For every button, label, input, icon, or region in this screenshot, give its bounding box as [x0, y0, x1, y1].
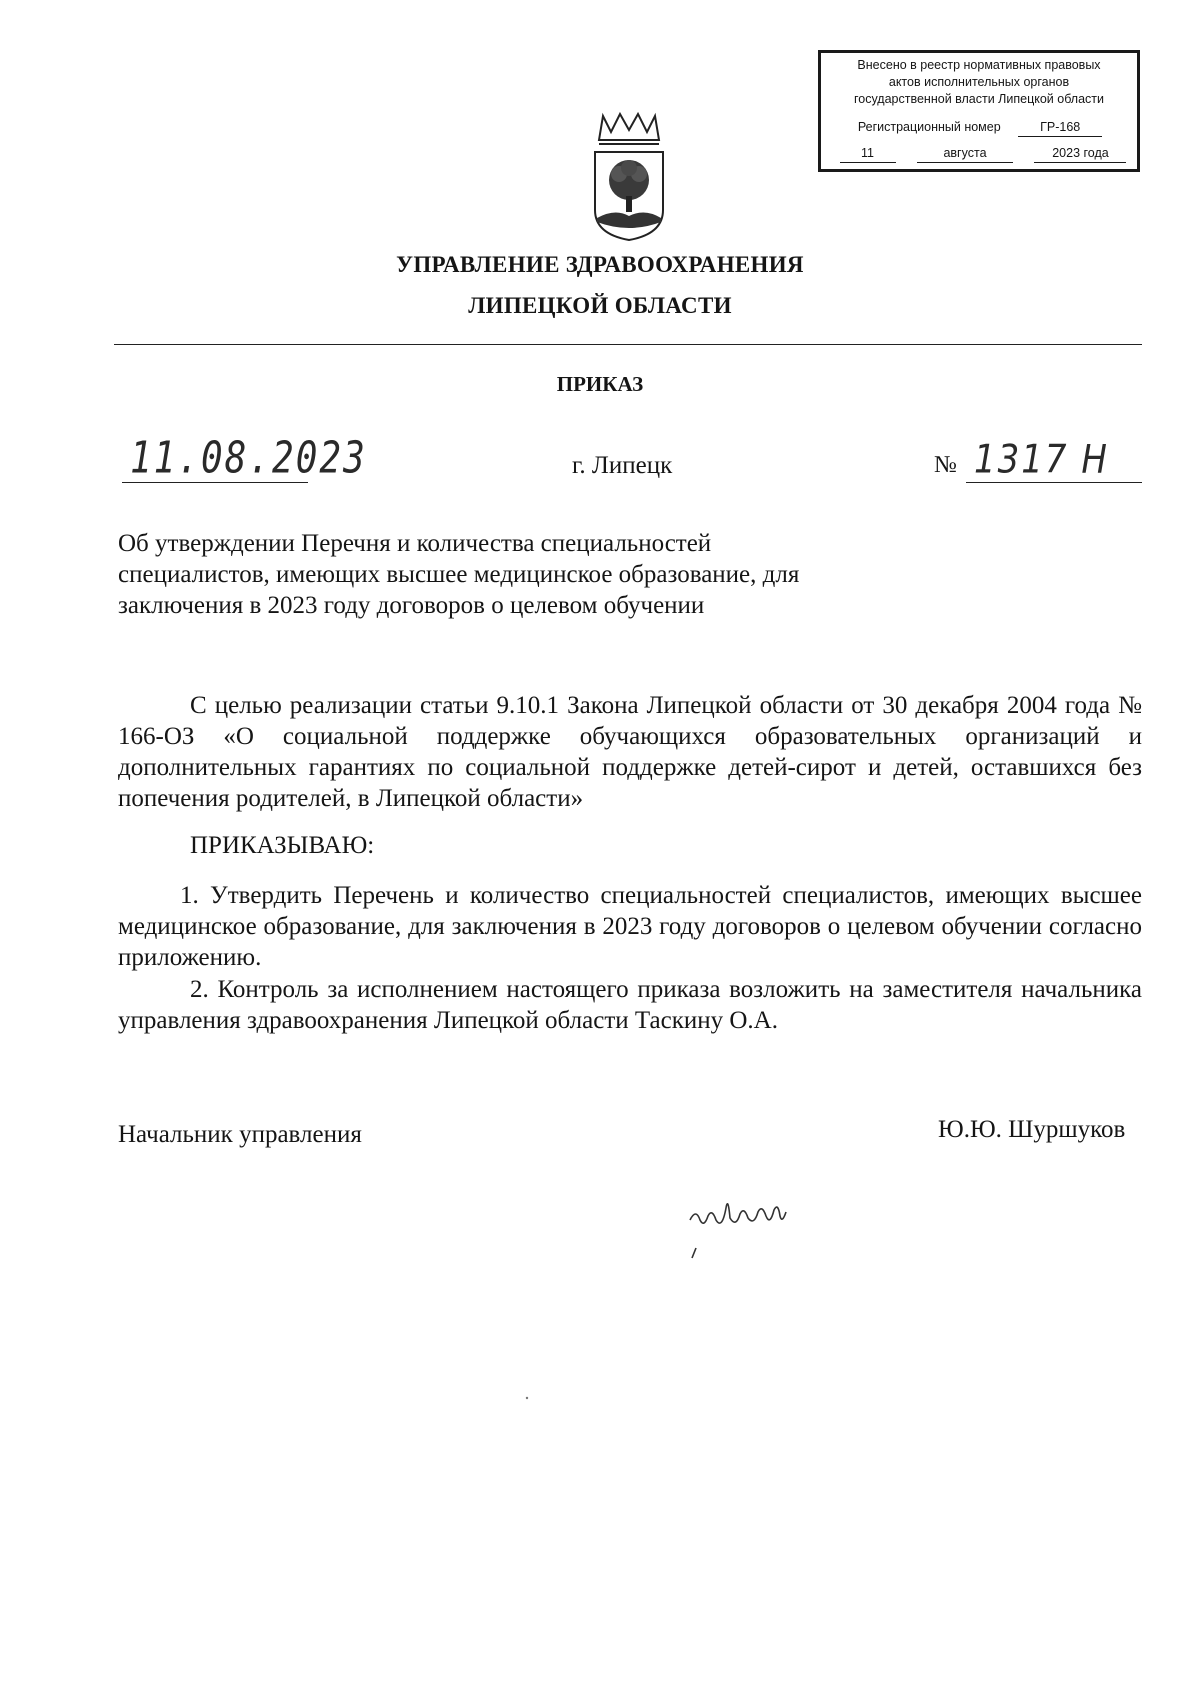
signatory-name: Ю.Ю. Шуршуков [938, 1116, 1126, 1143]
organization-name-line-2: ЛИПЕЦКОЙ ОБЛАСТИ [468, 293, 732, 318]
organization-name-line-1: УПРАВЛЕНИЕ ЗДРАВООХРАНЕНИЯ [396, 252, 804, 277]
stamp-line-2: актов исполнительных органов [888, 75, 1070, 89]
header-divider [114, 344, 1142, 345]
handwritten-mark-icon [686, 1186, 798, 1266]
stamp-line-3: государственной власти Липецкой области [853, 92, 1105, 106]
document-number: 1317 Н [974, 437, 1109, 483]
order-word: ПРИКАЗЫВАЮ: [190, 832, 375, 859]
document-type-title: ПРИКАЗ [556, 372, 644, 396]
coat-of-arms-icon [589, 110, 669, 242]
stamp-date-row [831, 145, 1129, 163]
signatory-position: Начальник управления [118, 1121, 362, 1148]
registry-stamp [818, 50, 1140, 172]
order-item-1: 1. Утвердить Перечень и количество специальностей специалистов, имеющих высшее медицинское образование, для заключения в 2023 году договоров о целевом обучении согласно приложению. [118, 882, 1142, 971]
document-date: 11.08.2023 [130, 433, 367, 484]
stamp-reg-number: ГР-168 [1018, 119, 1102, 137]
document-subject: Об утверждении Перечня и количества специальностей специалистов, имеющих высшее медицинское образование, для заключения в 2023 году договоров о целевом обучении [118, 530, 800, 619]
stamp-line-1: Внесено в реестр нормативных правовых [857, 58, 1101, 72]
stamp-reg-label: Регистрационный номер [857, 120, 1001, 134]
stamp-year: 2023 года [1034, 145, 1126, 163]
stamp-registration-row [831, 119, 1129, 137]
order-item-2: 2. Контроль за исполнением настоящего приказа возложить на заместителя начальника управления здравоохранения Липецкой области Таскину О.А. [118, 976, 1142, 1034]
number-underline [966, 482, 1142, 483]
stamp-day: 11 [840, 145, 896, 163]
number-label: № [934, 452, 957, 478]
document-city: г. Липецк [572, 452, 673, 479]
date-underline [122, 482, 308, 483]
scan-speck [524, 1395, 530, 1401]
stamp-month: августа [917, 145, 1013, 163]
preamble-paragraph: С целью реализации статьи 9.10.1 Закона Липецкой области от 30 декабря 2004 года № 166-ОЗ «О социальной поддержке обучающихся образовательных организаций и дополнительных гарантиях по социальной поддержке детей-сирот и детей, оставшихся без попечения родителей, в Липецкой области» [118, 692, 1142, 812]
